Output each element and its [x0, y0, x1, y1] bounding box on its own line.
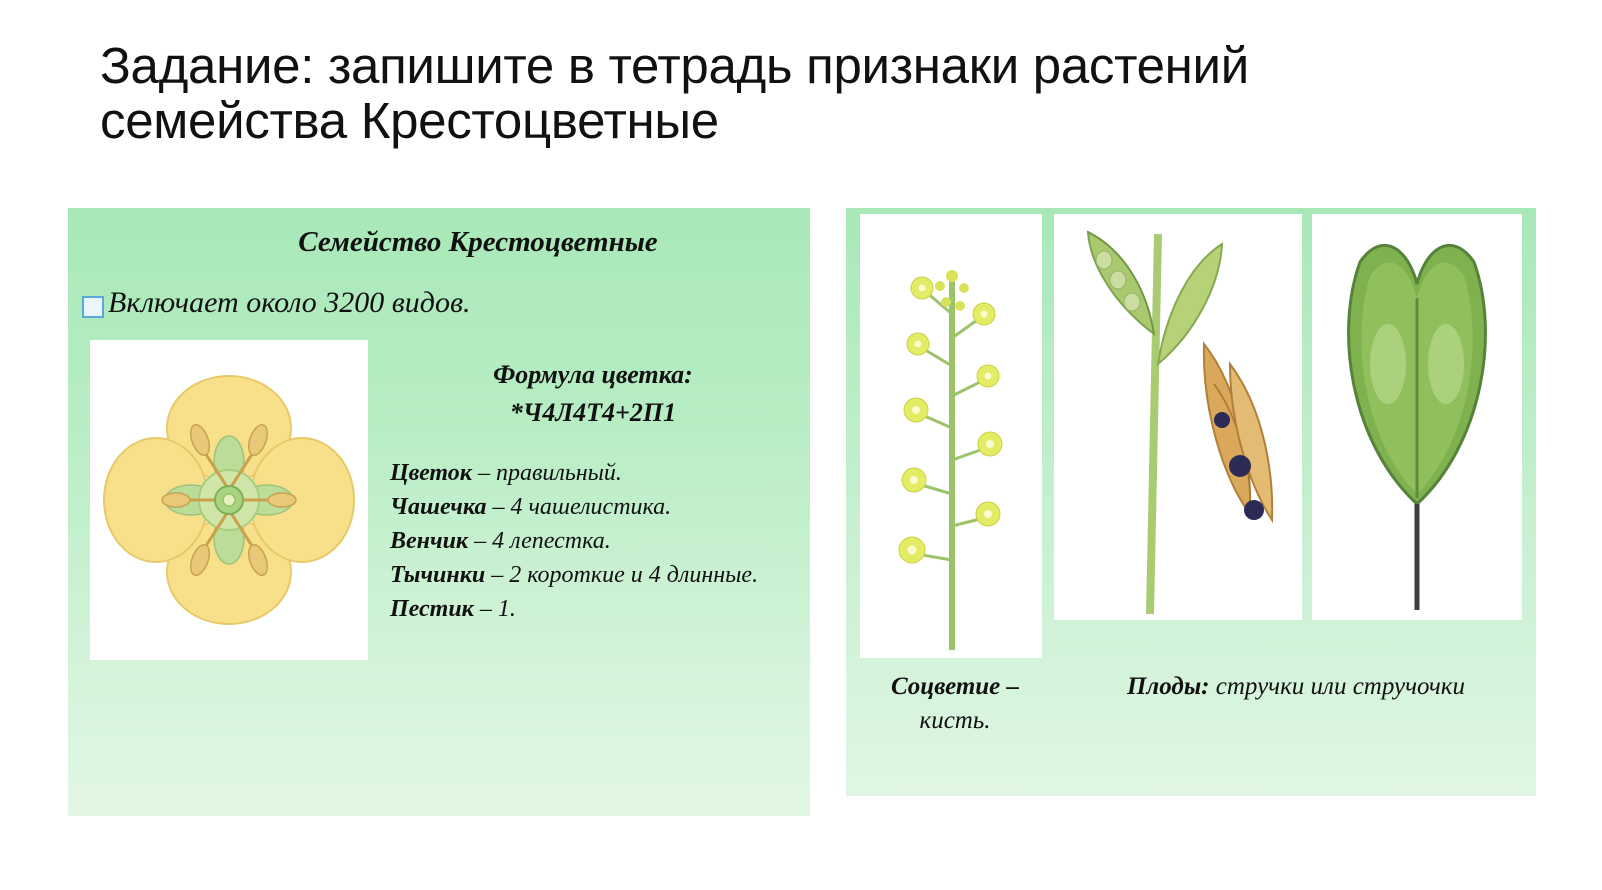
caption-fruits	[1076, 670, 1516, 704]
list-item	[390, 558, 800, 592]
list-item	[390, 456, 800, 490]
raceme-inflorescence-photo	[860, 214, 1042, 658]
panel-heading: Семейство Крестоцветные	[298, 226, 658, 258]
list-item	[390, 490, 800, 524]
attribute-value: – 2 короткие и 4 длинные.	[485, 562, 759, 589]
cruciferous-flower-diagram	[90, 340, 368, 660]
attribute-term: Пестик	[390, 596, 474, 623]
page-title: Задание: запишите в тетрадь признаки растений семейства Крестоцветные	[100, 37, 1249, 150]
attribute-term: Тычинки	[390, 562, 486, 589]
attributes-list	[390, 456, 800, 626]
attribute-value: – 4 чашелистика.	[486, 494, 672, 521]
left-info-panel	[68, 208, 810, 816]
flower-formula-label: Формула цветка:	[493, 360, 693, 389]
caption-fruits-value: стручки или стручочки	[1209, 673, 1466, 700]
caption-inflorescence	[850, 670, 1060, 738]
silicle-illustration	[1312, 214, 1522, 620]
caption-inflorescence-value: кисть.	[919, 706, 991, 734]
pods-illustration	[1054, 214, 1302, 620]
attribute-term: Цветок	[390, 460, 472, 486]
bullet-square-icon	[82, 296, 104, 318]
flower-image-card	[90, 340, 368, 660]
attribute-term: Чашечка	[390, 494, 487, 521]
attribute-value: – правильный.	[471, 460, 622, 486]
list-item	[390, 524, 800, 558]
attribute-value: – 1.	[473, 596, 516, 623]
raceme-illustration	[860, 214, 1042, 658]
silique-pods-photo	[1054, 214, 1302, 620]
heart-shaped-silicle-photo	[1312, 214, 1522, 620]
right-image-panel	[846, 208, 1536, 796]
caption-inflorescence-term: Соцветие –	[890, 673, 1020, 700]
caption-fruits-term: Плоды:	[1126, 673, 1210, 700]
flower-formula-value: *Ч4Л4Т4+2П1	[509, 398, 677, 427]
species-count-text: Включает около 3200 видов.	[108, 286, 471, 319]
attribute-term: Венчик	[390, 528, 469, 555]
list-item	[390, 592, 800, 626]
attribute-value: – 4 лепестка.	[468, 528, 611, 555]
